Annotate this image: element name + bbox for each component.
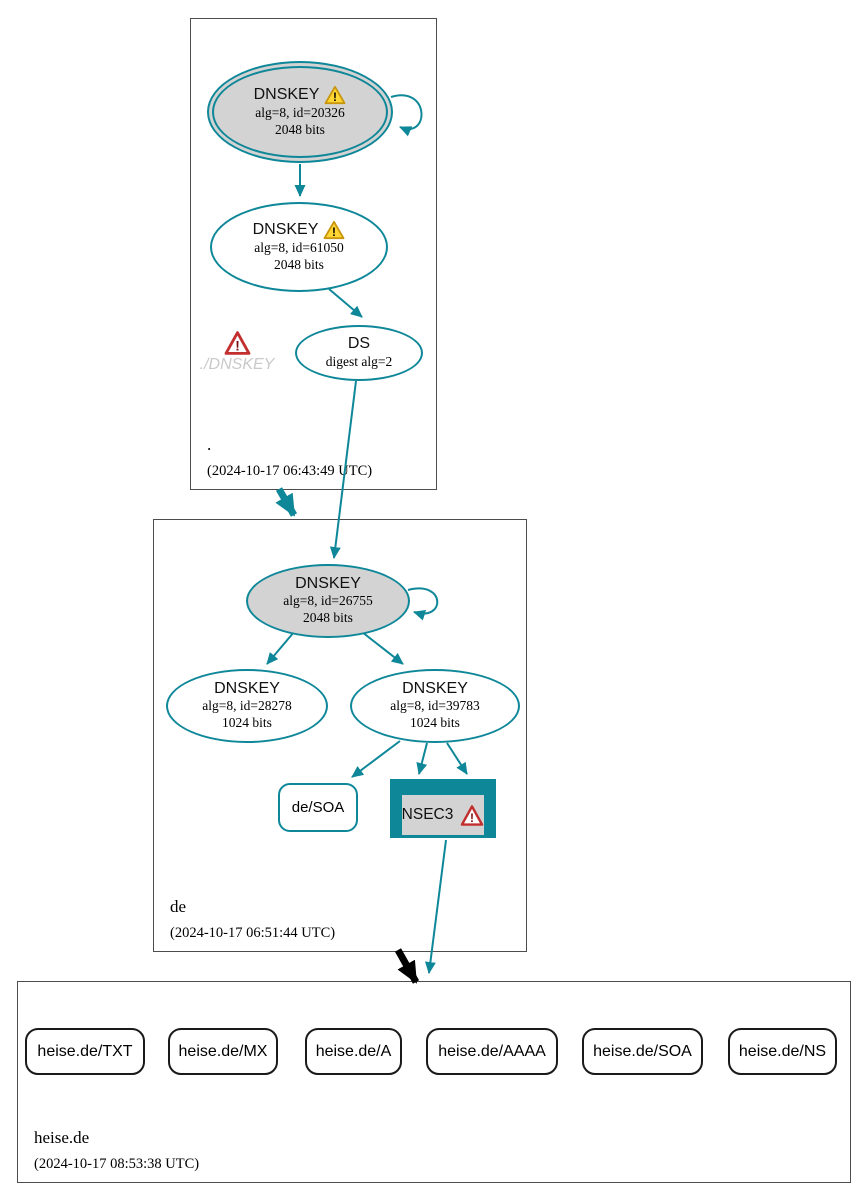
rrset-label: heise.de/AAAA: [438, 1042, 546, 1060]
nsec3-record-cells: [442, 782, 445, 792]
ds-de[interactable]: [295, 325, 423, 381]
ds-digest: digest alg=2: [325, 353, 393, 369]
dnskey-alg-id: alg=8, id=28278: [202, 698, 292, 714]
rrset-label: heise.de/A: [315, 1042, 392, 1060]
dnskey-de-zsk2[interactable]: [350, 669, 520, 743]
dnskey-title: DNSKEY: [402, 679, 468, 697]
dnskey-alg-id: alg=8, id=26755: [283, 593, 373, 609]
dnskey-de-ksk[interactable]: [246, 564, 410, 638]
dnskey-bits: 2048 bits: [274, 257, 324, 272]
nsec3-title: NSEC3: [401, 806, 454, 823]
zone-name-de: de: [170, 897, 187, 916]
rrset-label: heise.de/TXT: [37, 1042, 133, 1060]
rrset-heise-mx[interactable]: [168, 1028, 278, 1075]
dnskey-bits: 2048 bits: [275, 122, 325, 137]
svg-text:!: !: [332, 225, 337, 240]
error-label-text: ./DNSKEY: [199, 356, 275, 373]
dnskey-title: DNSKEY: [295, 574, 361, 592]
rrset-heise-soa[interactable]: [582, 1028, 703, 1075]
rrset-heise-ns[interactable]: [728, 1028, 837, 1075]
zone-timestamp-root: (2024-10-17 06:43:49 UTC): [207, 463, 373, 479]
edge-delegation-root-to-de: [279, 489, 294, 515]
rrset-de-soa[interactable]: [278, 783, 358, 832]
zone-box-heise: [17, 981, 851, 1183]
ds-title: DS: [347, 335, 371, 353]
zone-name-heise: heise.de: [34, 1128, 90, 1147]
edge-delegation-de-to-heise: [398, 950, 416, 982]
dnskey-root-ksk[interactable]: [207, 61, 393, 163]
dnskey-root-zsk[interactable]: [210, 202, 388, 292]
dnskey-title: DNSKEY: [252, 220, 319, 238]
nsec3-node[interactable]: [390, 779, 496, 838]
zone-timestamp-de: (2024-10-17 06:51:44 UTC): [170, 925, 336, 941]
zone-timestamp-heise: (2024-10-17 08:53:38 UTC): [34, 1156, 200, 1172]
rrset-label: de/SOA: [291, 799, 345, 816]
warning-icon: [324, 85, 346, 105]
rrset-label: heise.de/NS: [738, 1042, 827, 1060]
dnskey-bits: 1024 bits: [410, 715, 460, 731]
dnskey-bits: 1024 bits: [222, 715, 272, 731]
dnskey-alg-id: alg=8, id=20326: [255, 105, 345, 121]
warning-icon: [323, 220, 345, 240]
rrset-heise-a[interactable]: [305, 1028, 402, 1075]
svg-text:!: !: [234, 338, 240, 354]
rrset-label: heise.de/MX: [178, 1042, 268, 1060]
svg-text:!: !: [333, 90, 338, 105]
root-dnskey-error-label[interactable]: [198, 331, 276, 373]
dnskey-title: DNSKEY: [214, 679, 280, 697]
dnskey-de-zsk1[interactable]: [166, 669, 328, 743]
error-icon: [460, 805, 484, 826]
error-icon: [224, 331, 251, 355]
rrset-heise-aaaa[interactable]: [426, 1028, 558, 1075]
svg-text:!: !: [470, 810, 475, 825]
dnskey-bits: 2048 bits: [303, 610, 353, 626]
rrset-label: heise.de/SOA: [593, 1042, 692, 1060]
rrset-heise-txt[interactable]: [25, 1028, 145, 1075]
dnskey-title: DNSKEY: [253, 85, 320, 103]
zone-name-root: .: [207, 435, 212, 454]
dnskey-alg-id: alg=8, id=39783: [390, 698, 480, 714]
dnskey-alg-id: alg=8, id=61050: [254, 240, 344, 256]
